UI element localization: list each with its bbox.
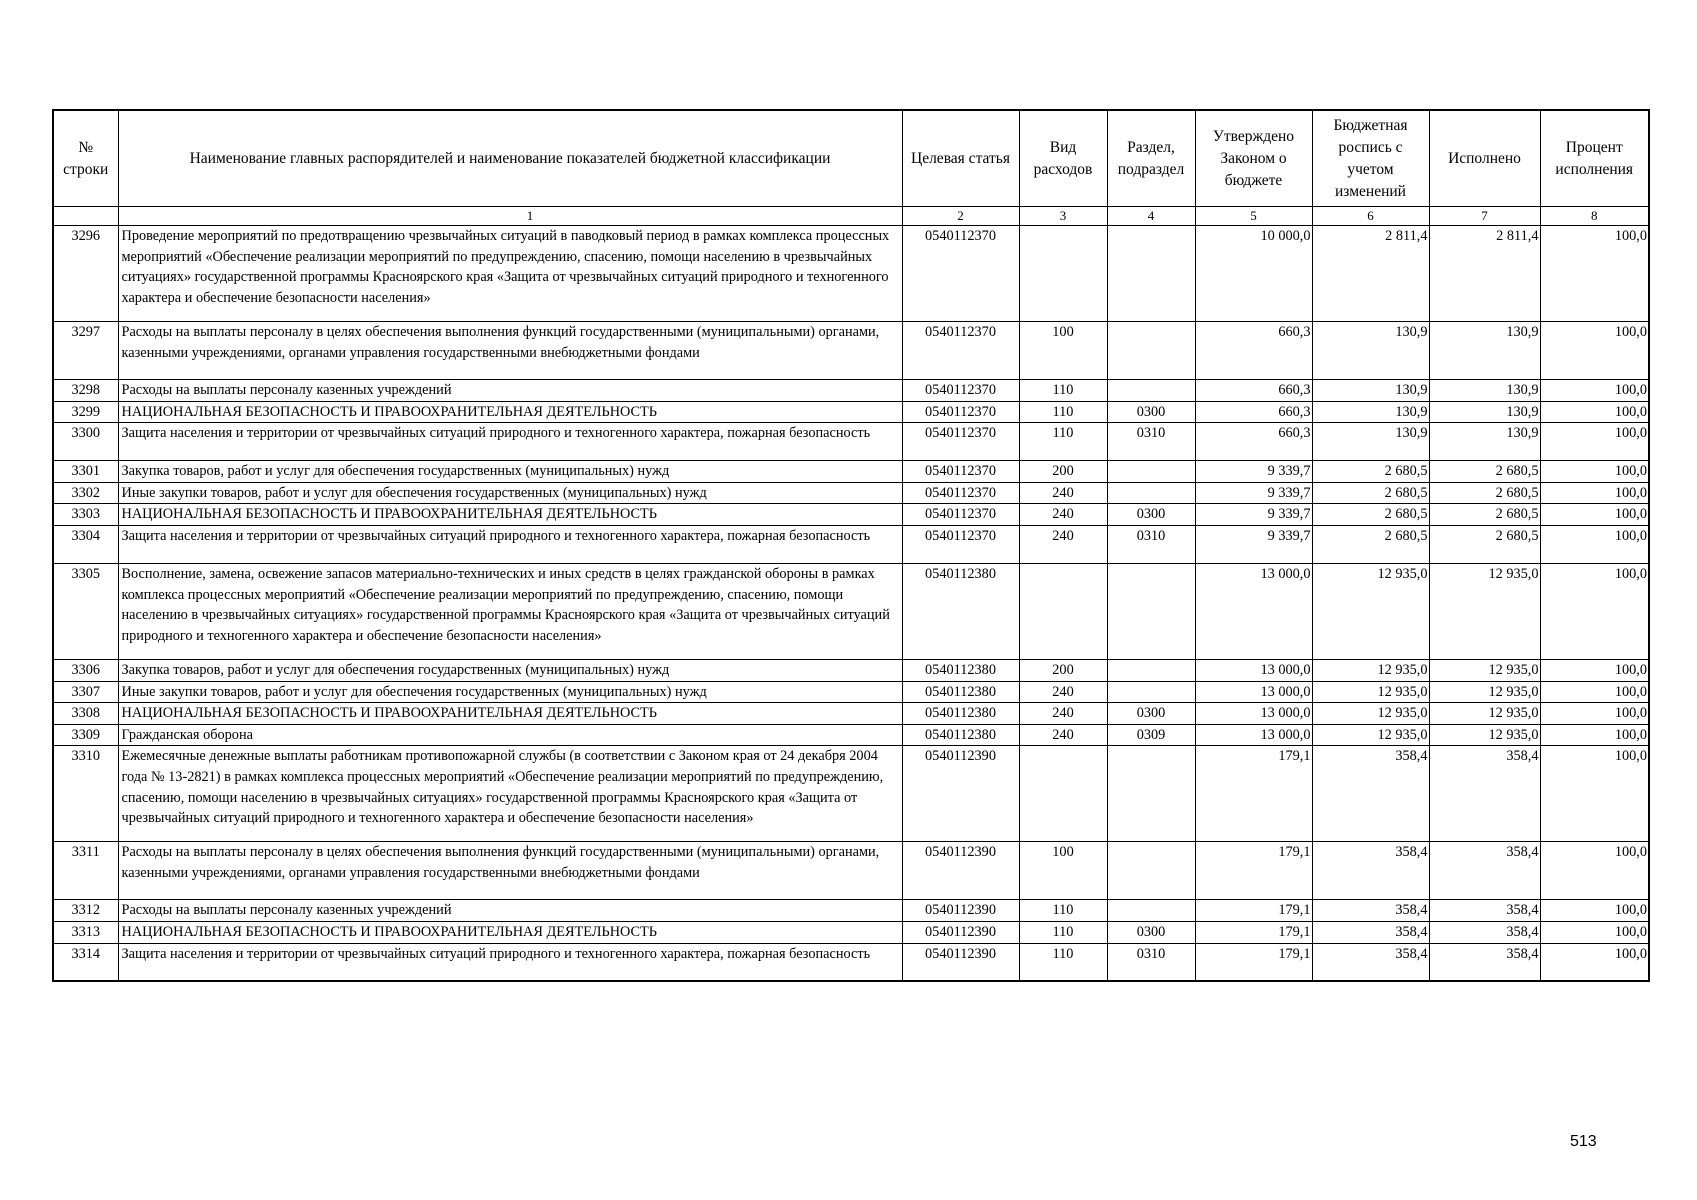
table-row <box>53 900 1649 922</box>
execution-percent: 100,0 <box>1540 659 1649 681</box>
section-code <box>1107 746 1195 842</box>
executed-amount: 358,4 <box>1429 746 1540 842</box>
budget-schedule-amount: 358,4 <box>1312 900 1429 922</box>
indicator-name: Защита населения и территории от чрезвычайных ситуаций природного и техногенного характера, пожарная безопасность <box>118 423 902 461</box>
row-number: 3299 <box>53 401 118 423</box>
table-row <box>53 703 1649 725</box>
row-number: 3308 <box>53 703 118 725</box>
budget-schedule-amount: 358,4 <box>1312 842 1429 900</box>
execution-percent: 100,0 <box>1540 563 1649 659</box>
indicator-name: Гражданская оборона <box>118 724 902 746</box>
execution-percent: 100,0 <box>1540 401 1649 423</box>
expense-type <box>1019 746 1107 842</box>
row-number: 3311 <box>53 842 118 900</box>
table-header-row <box>53 110 1649 207</box>
table-row <box>53 380 1649 402</box>
budget-schedule-amount: 12 935,0 <box>1312 724 1429 746</box>
column-number: 3 <box>1019 207 1107 226</box>
row-number: 3314 <box>53 943 118 981</box>
row-number: 3303 <box>53 504 118 526</box>
table-row <box>53 482 1649 504</box>
row-number: 3298 <box>53 380 118 402</box>
execution-percent: 100,0 <box>1540 482 1649 504</box>
execution-percent: 100,0 <box>1540 681 1649 703</box>
table-row <box>53 461 1649 483</box>
approved-amount: 9 339,7 <box>1195 482 1312 504</box>
budget-schedule-amount: 2 680,5 <box>1312 525 1429 563</box>
budget-schedule-amount: 2 680,5 <box>1312 504 1429 526</box>
execution-percent: 100,0 <box>1540 461 1649 483</box>
indicator-name: Проведение мероприятий по предотвращению чрезвычайных ситуаций в паводковый период в рамках комплекса процессных мероприятий «Обеспечение реализации мероприятий по предупреждению, спасению, помощи населению в чрезвычайных ситуациях» государственной программы Красноярского края «Защита от чрезвычайных ситуаций природного и техногенного характера и обеспечение безопасности населения» <box>118 226 902 322</box>
executed-amount: 130,9 <box>1429 423 1540 461</box>
target-article: 0540112370 <box>902 401 1019 423</box>
table-row <box>53 842 1649 900</box>
budget-schedule-amount: 2 680,5 <box>1312 482 1429 504</box>
approved-amount: 660,3 <box>1195 322 1312 380</box>
column-number: 1 <box>118 207 902 226</box>
executed-amount: 12 935,0 <box>1429 724 1540 746</box>
section-code <box>1107 380 1195 402</box>
header-budget-schedule: Бюджетная роспись с учетом изменений <box>1312 110 1429 207</box>
row-number: 3302 <box>53 482 118 504</box>
target-article: 0540112370 <box>902 322 1019 380</box>
indicator-name: Восполнение, замена, освежение запасов материально-технических и иных средств в целях гражданской обороны в рамках комплекса процессных мероприятий «Обеспечение реализации мероприятий по предупреждению, спасению, помощи населению в чрезвычайных ситуациях» государственной программы Красноярского края «Защита от чрезвычайных ситуаций природного и техногенного характера и обеспечение безопасности населения» <box>118 563 902 659</box>
approved-amount: 179,1 <box>1195 921 1312 943</box>
header-percent: Процент исполнения <box>1540 110 1649 207</box>
row-number: 3297 <box>53 322 118 380</box>
execution-percent: 100,0 <box>1540 322 1649 380</box>
expense-type: 110 <box>1019 921 1107 943</box>
expense-type: 240 <box>1019 703 1107 725</box>
row-number: 3300 <box>53 423 118 461</box>
section-code <box>1107 461 1195 483</box>
executed-amount: 358,4 <box>1429 842 1540 900</box>
approved-amount: 10 000,0 <box>1195 226 1312 322</box>
row-number: 3313 <box>53 921 118 943</box>
executed-amount: 2 680,5 <box>1429 525 1540 563</box>
approved-amount: 13 000,0 <box>1195 681 1312 703</box>
header-expense-type: Вид расходов <box>1019 110 1107 207</box>
table-row <box>53 921 1649 943</box>
target-article: 0540112380 <box>902 703 1019 725</box>
execution-percent: 100,0 <box>1540 380 1649 402</box>
approved-amount: 13 000,0 <box>1195 703 1312 725</box>
budget-schedule-amount: 358,4 <box>1312 921 1429 943</box>
indicator-name: Иные закупки товаров, работ и услуг для обеспечения государственных (муниципальных) нужд <box>118 482 902 504</box>
table-row <box>53 724 1649 746</box>
indicator-name: НАЦИОНАЛЬНАЯ БЕЗОПАСНОСТЬ И ПРАВООХРАНИТЕЛЬНАЯ ДЕЯТЕЛЬНОСТЬ <box>118 401 902 423</box>
budget-schedule-amount: 2 811,4 <box>1312 226 1429 322</box>
target-article: 0540112390 <box>902 746 1019 842</box>
section-code: 0300 <box>1107 401 1195 423</box>
row-number: 3301 <box>53 461 118 483</box>
section-code <box>1107 226 1195 322</box>
budget-schedule-amount: 12 935,0 <box>1312 563 1429 659</box>
budget-schedule-amount: 2 680,5 <box>1312 461 1429 483</box>
section-code <box>1107 900 1195 922</box>
approved-amount: 660,3 <box>1195 380 1312 402</box>
expense-type: 240 <box>1019 482 1107 504</box>
executed-amount: 130,9 <box>1429 380 1540 402</box>
budget-table-container <box>52 109 1648 982</box>
budget-schedule-amount: 130,9 <box>1312 380 1429 402</box>
header-row-number: № строки <box>53 110 118 207</box>
table-row <box>53 943 1649 981</box>
section-code <box>1107 659 1195 681</box>
column-number: 5 <box>1195 207 1312 226</box>
table-row <box>53 563 1649 659</box>
executed-amount: 12 935,0 <box>1429 703 1540 725</box>
approved-amount: 179,1 <box>1195 943 1312 981</box>
section-code: 0300 <box>1107 703 1195 725</box>
expense-type: 240 <box>1019 525 1107 563</box>
indicator-name: Расходы на выплаты персоналу в целях обеспечения выполнения функций государственными (муниципальными) органами, казенными учреждениями, органами управления государственными внебюджетными фондами <box>118 842 902 900</box>
indicator-name: Расходы на выплаты персоналу казенных учреждений <box>118 380 902 402</box>
executed-amount: 130,9 <box>1429 322 1540 380</box>
indicator-name: Закупка товаров, работ и услуг для обеспечения государственных (муниципальных) нужд <box>118 461 902 483</box>
indicator-name: Иные закупки товаров, работ и услуг для обеспечения государственных (муниципальных) нужд <box>118 681 902 703</box>
column-number: 8 <box>1540 207 1649 226</box>
approved-amount: 13 000,0 <box>1195 659 1312 681</box>
row-number: 3310 <box>53 746 118 842</box>
row-number: 3309 <box>53 724 118 746</box>
section-code <box>1107 322 1195 380</box>
execution-percent: 100,0 <box>1540 842 1649 900</box>
table-row <box>53 659 1649 681</box>
table-row <box>53 226 1649 322</box>
budget-schedule-amount: 358,4 <box>1312 943 1429 981</box>
budget-schedule-amount: 358,4 <box>1312 746 1429 842</box>
column-number: 7 <box>1429 207 1540 226</box>
target-article: 0540112370 <box>902 226 1019 322</box>
target-article: 0540112390 <box>902 900 1019 922</box>
target-article: 0540112380 <box>902 724 1019 746</box>
section-code <box>1107 563 1195 659</box>
section-code <box>1107 842 1195 900</box>
budget-schedule-amount: 130,9 <box>1312 401 1429 423</box>
indicator-name: Закупка товаров, работ и услуг для обеспечения государственных (муниципальных) нужд <box>118 659 902 681</box>
executed-amount: 2 680,5 <box>1429 461 1540 483</box>
executed-amount: 12 935,0 <box>1429 563 1540 659</box>
target-article: 0540112370 <box>902 504 1019 526</box>
page-number: 513 <box>1570 1133 1597 1150</box>
section-code <box>1107 482 1195 504</box>
execution-percent: 100,0 <box>1540 921 1649 943</box>
target-article: 0540112370 <box>902 525 1019 563</box>
expense-type: 240 <box>1019 681 1107 703</box>
target-article: 0540112390 <box>902 842 1019 900</box>
approved-amount: 179,1 <box>1195 746 1312 842</box>
header-approved: Утверждено Законом о бюджете <box>1195 110 1312 207</box>
section-code: 0310 <box>1107 525 1195 563</box>
executed-amount: 358,4 <box>1429 900 1540 922</box>
expense-type: 240 <box>1019 724 1107 746</box>
execution-percent: 100,0 <box>1540 504 1649 526</box>
column-number: 4 <box>1107 207 1195 226</box>
indicator-name: Расходы на выплаты персоналу казенных учреждений <box>118 900 902 922</box>
expense-type: 110 <box>1019 401 1107 423</box>
expense-type: 110 <box>1019 380 1107 402</box>
executed-amount: 12 935,0 <box>1429 681 1540 703</box>
approved-amount: 9 339,7 <box>1195 504 1312 526</box>
approved-amount: 13 000,0 <box>1195 563 1312 659</box>
target-article: 0540112380 <box>902 659 1019 681</box>
execution-percent: 100,0 <box>1540 423 1649 461</box>
header-executed: Исполнено <box>1429 110 1540 207</box>
approved-amount: 13 000,0 <box>1195 724 1312 746</box>
execution-percent: 100,0 <box>1540 525 1649 563</box>
section-code: 0310 <box>1107 423 1195 461</box>
table-body <box>53 226 1649 982</box>
budget-schedule-amount: 12 935,0 <box>1312 659 1429 681</box>
executed-amount: 12 935,0 <box>1429 659 1540 681</box>
table-row <box>53 525 1649 563</box>
execution-percent: 100,0 <box>1540 226 1649 322</box>
table-row <box>53 504 1649 526</box>
section-code: 0300 <box>1107 921 1195 943</box>
table-row <box>53 681 1649 703</box>
execution-percent: 100,0 <box>1540 746 1649 842</box>
expense-type: 100 <box>1019 842 1107 900</box>
executed-amount: 2 680,5 <box>1429 504 1540 526</box>
header-target-article: Целевая статья <box>902 110 1019 207</box>
target-article: 0540112370 <box>902 423 1019 461</box>
budget-schedule-amount: 12 935,0 <box>1312 681 1429 703</box>
table-row <box>53 322 1649 380</box>
expense-type: 240 <box>1019 504 1107 526</box>
table-row <box>53 401 1649 423</box>
row-number: 3305 <box>53 563 118 659</box>
expense-type: 200 <box>1019 659 1107 681</box>
executed-amount: 358,4 <box>1429 943 1540 981</box>
target-article: 0540112370 <box>902 380 1019 402</box>
indicator-name: Расходы на выплаты персоналу в целях обеспечения выполнения функций государственными (муниципальными) органами, казенными учреждениями, органами управления государственными внебюджетными фондами <box>118 322 902 380</box>
target-article: 0540112380 <box>902 563 1019 659</box>
expense-type: 100 <box>1019 322 1107 380</box>
execution-percent: 100,0 <box>1540 724 1649 746</box>
executed-amount: 2 680,5 <box>1429 482 1540 504</box>
budget-execution-table <box>52 109 1650 982</box>
column-number: 6 <box>1312 207 1429 226</box>
expense-type: 200 <box>1019 461 1107 483</box>
approved-amount: 660,3 <box>1195 401 1312 423</box>
row-number: 3307 <box>53 681 118 703</box>
budget-schedule-amount: 130,9 <box>1312 423 1429 461</box>
row-number: 3304 <box>53 525 118 563</box>
expense-type: 110 <box>1019 900 1107 922</box>
indicator-name: Ежемесячные денежные выплаты работникам противопожарной службы (в соответствии с Законом края от 24 декабря 2004 года № 13-2821) в рамках комплекса процессных мероприятий «Обеспечение реализации мероприятий по предупреждению, спасению, помощи населению в чрезвычайных ситуациях» государственной программы Красноярского края «Защита от чрезвычайных ситуаций природного и техногенного характера и обеспечение безопасности населения» <box>118 746 902 842</box>
approved-amount: 9 339,7 <box>1195 461 1312 483</box>
indicator-name: Защита населения и территории от чрезвычайных ситуаций природного и техногенного характера, пожарная безопасность <box>118 943 902 981</box>
target-article: 0540112370 <box>902 461 1019 483</box>
table-row <box>53 423 1649 461</box>
row-number: 3306 <box>53 659 118 681</box>
header-section: Раздел, подраздел <box>1107 110 1195 207</box>
target-article: 0540112380 <box>902 681 1019 703</box>
execution-percent: 100,0 <box>1540 900 1649 922</box>
indicator-name: НАЦИОНАЛЬНАЯ БЕЗОПАСНОСТЬ И ПРАВООХРАНИТЕЛЬНАЯ ДЕЯТЕЛЬНОСТЬ <box>118 921 902 943</box>
target-article: 0540112390 <box>902 943 1019 981</box>
execution-percent: 100,0 <box>1540 703 1649 725</box>
indicator-name: НАЦИОНАЛЬНАЯ БЕЗОПАСНОСТЬ И ПРАВООХРАНИТЕЛЬНАЯ ДЕЯТЕЛЬНОСТЬ <box>118 504 902 526</box>
column-number <box>53 207 118 226</box>
approved-amount: 179,1 <box>1195 842 1312 900</box>
approved-amount: 9 339,7 <box>1195 525 1312 563</box>
section-code: 0309 <box>1107 724 1195 746</box>
executed-amount: 130,9 <box>1429 401 1540 423</box>
executed-amount: 2 811,4 <box>1429 226 1540 322</box>
header-name: Наименование главных распорядителей и наименование показателей бюджетной классификации <box>118 110 902 207</box>
executed-amount: 358,4 <box>1429 921 1540 943</box>
target-article: 0540112370 <box>902 482 1019 504</box>
row-number: 3312 <box>53 900 118 922</box>
section-code <box>1107 681 1195 703</box>
expense-type <box>1019 563 1107 659</box>
indicator-name: НАЦИОНАЛЬНАЯ БЕЗОПАСНОСТЬ И ПРАВООХРАНИТЕЛЬНАЯ ДЕЯТЕЛЬНОСТЬ <box>118 703 902 725</box>
budget-schedule-amount: 130,9 <box>1312 322 1429 380</box>
target-article: 0540112390 <box>902 921 1019 943</box>
column-number-row <box>53 207 1649 226</box>
expense-type: 110 <box>1019 423 1107 461</box>
row-number: 3296 <box>53 226 118 322</box>
approved-amount: 660,3 <box>1195 423 1312 461</box>
section-code: 0300 <box>1107 504 1195 526</box>
section-code: 0310 <box>1107 943 1195 981</box>
table-row <box>53 746 1649 842</box>
execution-percent: 100,0 <box>1540 943 1649 981</box>
indicator-name: Защита населения и территории от чрезвычайных ситуаций природного и техногенного характера, пожарная безопасность <box>118 525 902 563</box>
expense-type <box>1019 226 1107 322</box>
column-number: 2 <box>902 207 1019 226</box>
approved-amount: 179,1 <box>1195 900 1312 922</box>
budget-schedule-amount: 12 935,0 <box>1312 703 1429 725</box>
expense-type: 110 <box>1019 943 1107 981</box>
